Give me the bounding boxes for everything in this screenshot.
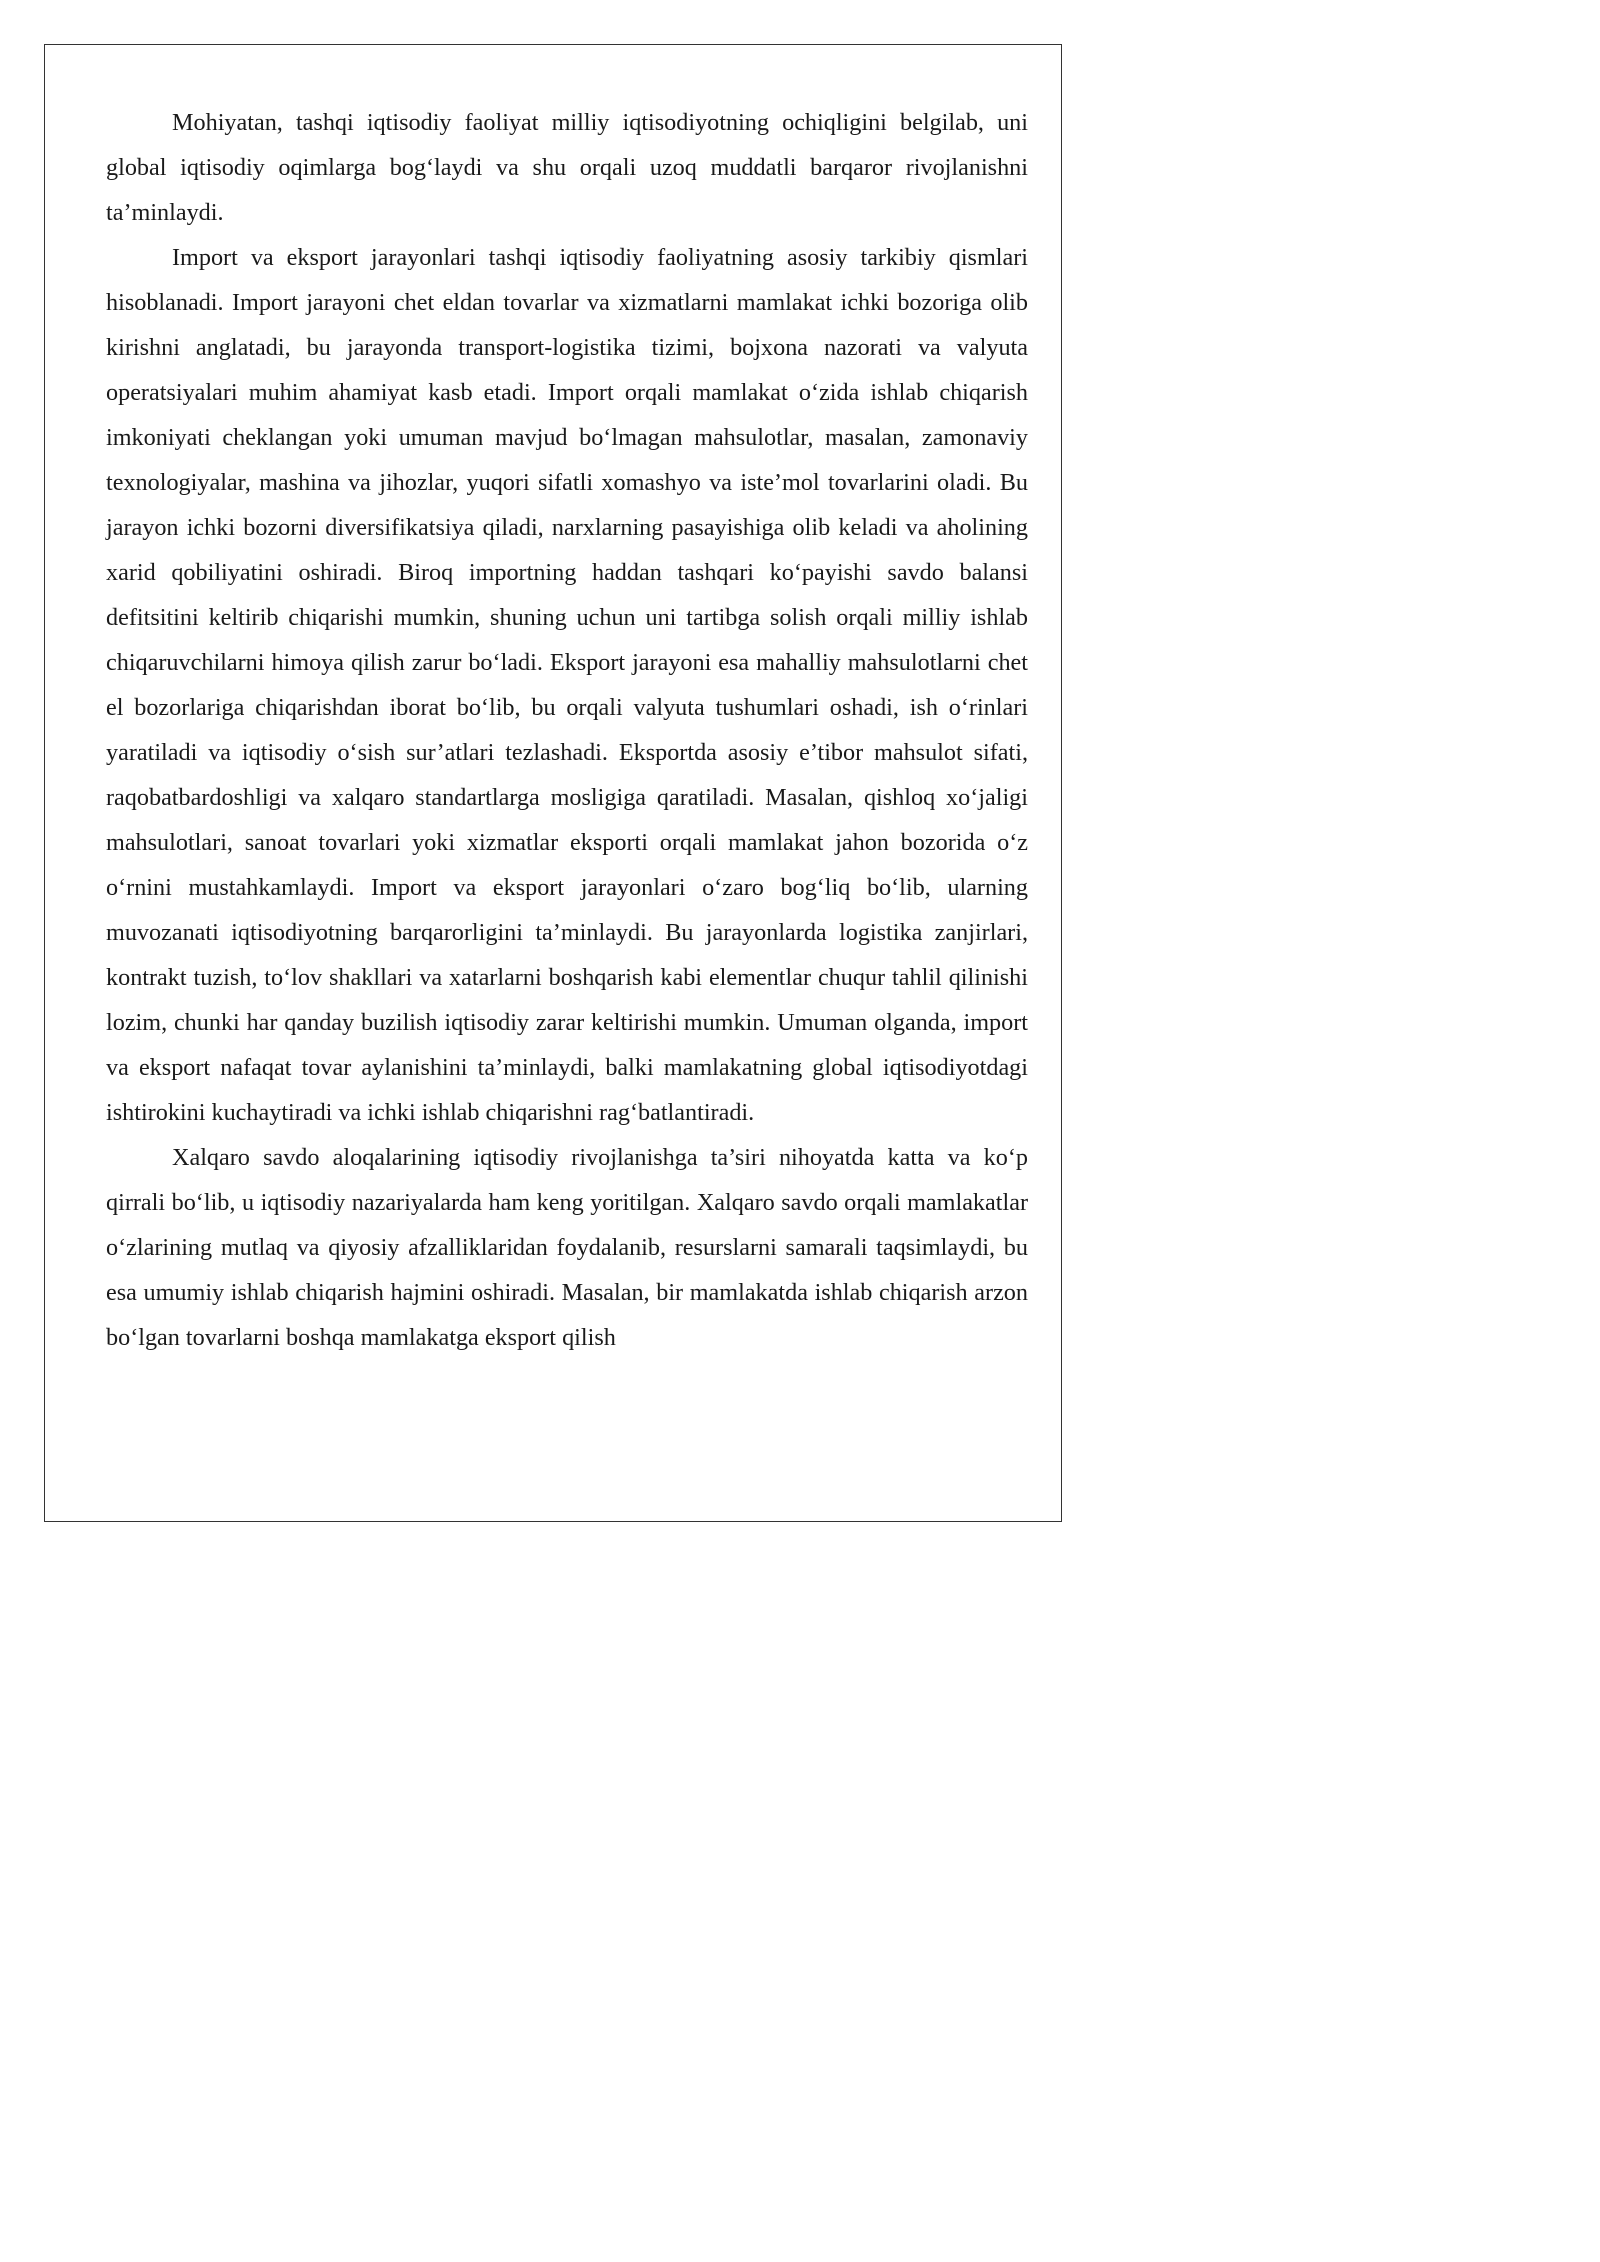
paragraph-1: Mohiyatan, tashqi iqtisodiy faoliyat milliy iqtisodiyotning ochiqligini belgilab, uni global iqtisodiy oqimlarga bog‘laydi va shu orqali uzoq muddatli barqaror rivojlanishni ta’minlaydi. [106,109,1028,226]
paragraph-2: Import va eksport jarayonlari tashqi iqtisodiy faoliyatning asosiy tarkibiy qismlari hisoblanadi. Import jarayoni chet eldan tovarlar va xizmatlarni mamlakat ichki bozoriga olib kirishni anglatadi, bu jarayonda transport-logistika tizimi, bojxona nazorati va valyuta operatsiyalari muhim ahamiyat kasb etadi. Import orqali mamlakat o‘zida ishlab chiqarish imkoniyati cheklangan yoki umuman mavjud bo‘lmagan mahsulotlar, masalan, zamonaviy texnologiyalar, mashina va jihozlar, yuqori sifatli xomashyo va iste’mol tovarlarini oladi. Bu jarayon ichki bozorni diversifikatsiya qiladi, narxlarning pasayishiga olib keladi va aholining xarid qobiliyatini oshiradi. Biroq importning haddan tashqari ko‘payishi savdo balansi defitsitini keltirib chiqarishi mumkin, shuning uchun uni tartibga solish orqali milliy ishlab chiqaruvchilarni himoya qilish zarur bo‘ladi. Eksport jarayoni esa mahalliy mahsulotlarni chet el bozorlariga chiqarishdan iborat bo‘lib, bu orqali valyuta tushumlari oshadi, ish o‘rinlari yaratiladi va iqtisodiy o‘sish sur’atlari tezlashadi. Eksportda asosiy e’tibor mahsulot sifati, raqobatbardoshligi va xalqaro standartlarga mosligiga qaratiladi. Masalan, qishloq xo‘jaligi mahsulotlari, sanoat tovarlari yoki xizmatlar eksporti orqali mamlakat jahon bozorida o‘z o‘rnini mustahkamlaydi. Import va eksport jarayonlari o‘zaro bog‘liq bo‘lib, ularning muvozanati iqtisodiyotning barqarorligini ta’minlaydi. Bu jarayonlarda logistika zanjirlari, kontrakt tuzish, to‘lov shakllari va xatarlarni boshqarish kabi elementlar chuqur tahlil qilinishi lozim, chunki har qanday buzilish iqtisodiy zarar keltirishi mumkin. Umuman olganda, import va eksport nafaqat tovar aylanishini ta’minlaydi, balki mamlakatning global iqtisodiyotdagi ishtirokini kuchaytiradi va ichki ishlab chiqarishni rag‘batlantiradi. [106,244,1028,1126]
document-body [106,100,1028,1360]
paragraph-3: Xalqaro savdo aloqalarining iqtisodiy rivojlanishga ta’siri nihoyatda katta va ko‘p qirrali bo‘lib, u iqtisodiy nazariyalarda ham keng yoritilgan. Xalqaro savdo orqali mamlakatlar o‘zlarining mutlaq va qiyosiy afzalliklaridan foydalanib, resurslarni samarali taqsimlaydi, bu esa umumiy ishlab chiqarish hajmini oshiradi. Masalan, bir mamlakatda ishlab chiqarish arzon bo‘lgan tovarlarni boshqa mamlakatga eksport qilish [106,1144,1028,1351]
